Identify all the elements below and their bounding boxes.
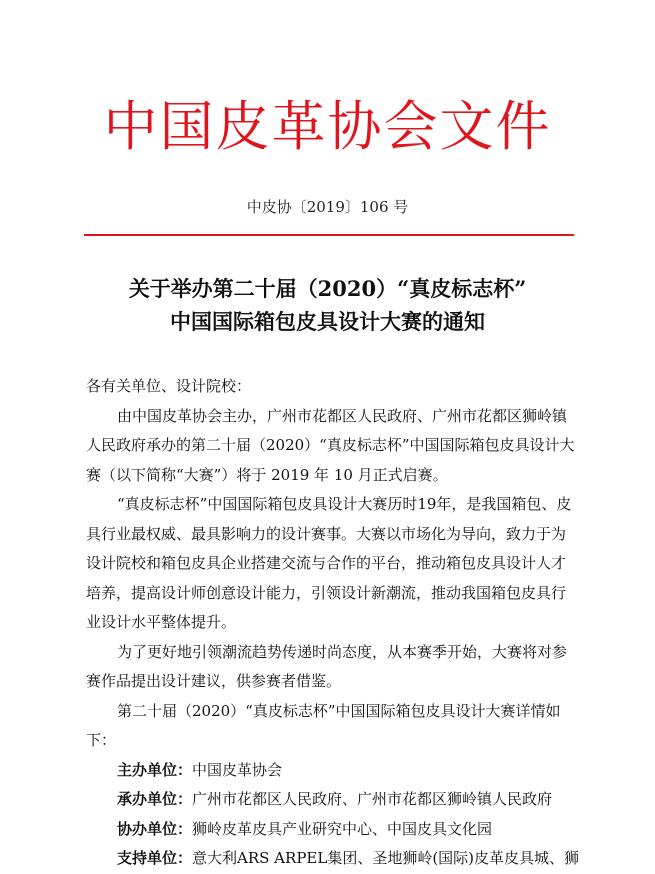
detail-label: 主办单位： bbox=[117, 760, 193, 779]
paragraph-4: 第二十届（2020）“真皮标志杯”中国国际箱包皮具设计大赛详情如下： bbox=[86, 701, 561, 749]
notice-title-line-1: 关于举办第二十届（2020）“真皮标志杯” bbox=[128, 276, 527, 301]
red-divider-line bbox=[84, 234, 574, 236]
paragraph-2: “真皮标志杯”中国国际箱包皮具设计大赛历时19年，是我国箱包、皮具行业最权威、最具影响力的设计赛事。大赛以市场化为导向，致力于为设计院校和箱包皮具企业搭建交流与合作的平台，推动箱包皮具设计人才培养，提高设计师创意设计能力，引领设计新潮流，推动我国箱包皮具行业设计水平整体提升。 bbox=[86, 495, 572, 631]
detail-row-co-organizer bbox=[86, 815, 580, 845]
detail-label: 承办单位： bbox=[117, 790, 193, 808]
salutation: 各有关单位、设计院校： bbox=[86, 377, 252, 395]
detail-value: 意大利ARS ARPEL集团、圣地狮岭(国际)皮革皮具城、狮 bbox=[192, 849, 580, 867]
detail-value: 广州市花都区人民政府、广州市花都区狮岭镇人民政府 bbox=[192, 790, 553, 808]
notice-title bbox=[0, 272, 655, 338]
detail-value: 中国皮革协会 bbox=[192, 760, 283, 779]
detail-label: 支持单位： bbox=[117, 849, 193, 867]
notice-body bbox=[86, 372, 580, 874]
document-number: 中皮协〔2019〕106 号 bbox=[246, 198, 409, 216]
paragraph-1: 由中国皮革协会主办，广州市花都区人民政府、广州市花都区狮岭镇人民政府承办的第二十届（2020）“真皮标志杯”中国国际箱包皮具设计大赛（以下简称“大赛”）将于 2019 年 10 月正式启赛。 bbox=[86, 406, 575, 484]
detail-label: 协办单位： bbox=[117, 819, 193, 838]
document-header-title: 中国皮革协会文件 bbox=[103, 95, 552, 158]
detail-value: 狮岭皮革皮具产业研究中心、中国皮具文化园 bbox=[192, 819, 493, 838]
detail-row-host bbox=[86, 785, 580, 815]
detail-row-supporter bbox=[86, 844, 580, 874]
paragraph-3: 为了更好地引领潮流趋势传递时尚态度，从本赛季开始，大赛将对参赛作品提出设计建议，供参赛者借鉴。 bbox=[86, 642, 568, 690]
detail-row-organizer bbox=[86, 756, 580, 786]
notice-title-line-2: 中国国际箱包皮具设计大赛的通知 bbox=[170, 309, 485, 334]
